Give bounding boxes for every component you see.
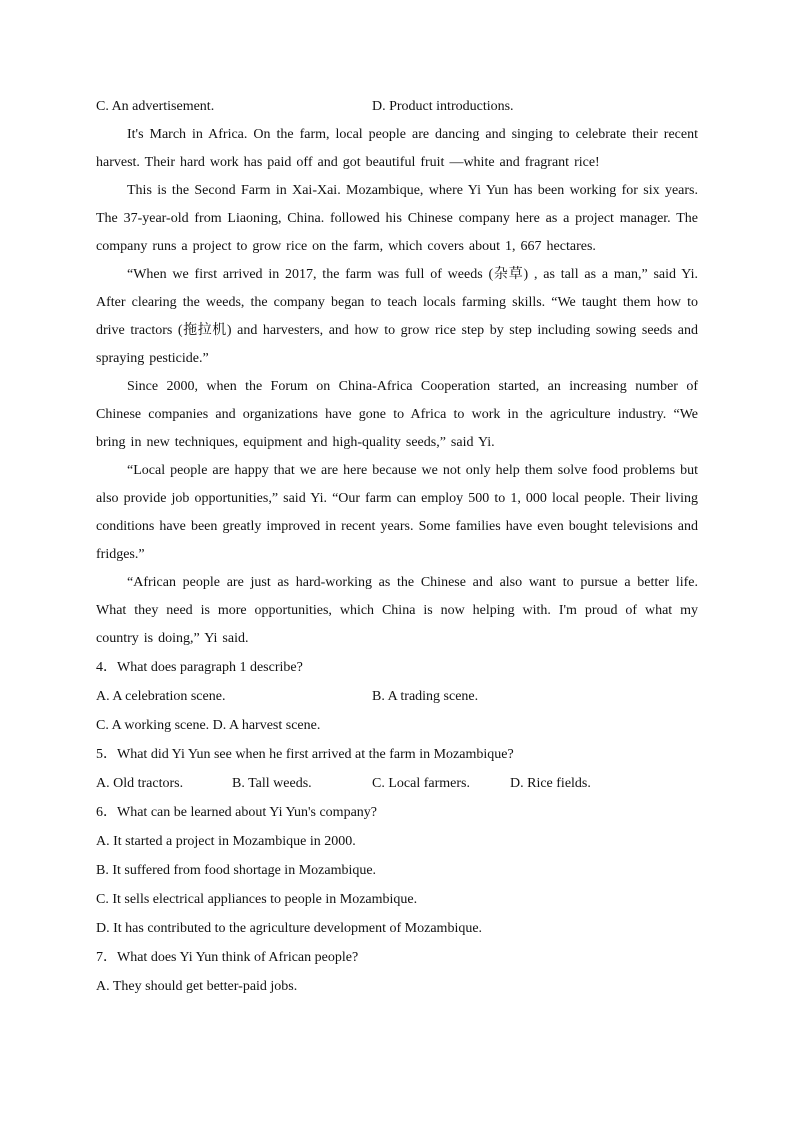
option-c: C. Local farmers. <box>372 776 470 791</box>
passage-paragraph-4: Since 2000, when the Forum on China-Africa Cooperation started, an increasing number of Chinese companies and organizations have gone to Africa to work in the agriculture industry. “We bring in new techniques, equipment and high-quality seeds,” said Yi. <box>96 379 698 450</box>
option-a: A. It started a project in Mozambique in 2000. <box>96 834 356 849</box>
question-stem: 6．What can be learned about Yi Yun's company? <box>96 805 378 820</box>
option-c: C. It sells electrical appliances to people in Mozambique. <box>96 892 418 907</box>
option-c-d: C. A working scene. D. A harvest scene. <box>96 718 321 733</box>
reading-passage <box>96 121 698 653</box>
option-a: A. They should get better-paid jobs. <box>96 979 298 994</box>
option-b: B. A trading scene. <box>372 689 479 704</box>
option-d: D. Product introductions. <box>372 99 514 114</box>
question-7 <box>96 943 698 1001</box>
prev-question-options <box>96 92 698 121</box>
question-6 <box>96 798 698 943</box>
option-b: B. Tall weeds. <box>232 776 312 791</box>
option-b: B. It suffered from food shortage in Mozambique. <box>96 863 377 878</box>
option-d: D. It has contributed to the agriculture development of Mozambique. <box>96 921 483 936</box>
passage-paragraph-1: It's March in Africa. On the farm, local people are dancing and singing to celebrate their recent harvest. Their hard work has paid off and got beautiful fruit —white and fragrant rice! <box>96 127 698 170</box>
passage-paragraph-5: “Local people are happy that we are here because we not only help them solve food problems but also provide job opportunities,” said Yi. “Our farm can employ 500 to 1, 000 local people. Their living conditions have been greatly improved in recent years. Some families have even bought televisions and fridges.” <box>96 463 698 562</box>
passage-paragraph-2: This is the Second Farm in Xai-Xai. Mozambique, where Yi Yun has been working for six years. The 37-year-old from Liaoning, China. followed his Chinese company here as a project manager. The company runs a project to grow rice on the farm, which covers about 1, 667 hectares. <box>96 183 698 254</box>
question-stem: 5．What did Yi Yun see when he first arrived at the farm in Mozambique? <box>96 747 514 762</box>
option-a: A. A celebration scene. <box>96 689 226 704</box>
question-stem: 4．What does paragraph 1 describe? <box>96 660 303 675</box>
option-a: A. Old tractors. <box>96 776 184 791</box>
question-stem: 7．What does Yi Yun think of African people? <box>96 950 359 965</box>
option-d: D. Rice fields. <box>510 776 591 791</box>
document-page <box>96 92 698 1001</box>
question-5 <box>96 740 698 798</box>
question-4 <box>96 653 698 740</box>
option-c: C. An advertisement. <box>96 99 215 114</box>
passage-paragraph-6: “African people are just as hard-working as the Chinese and also want to pursue a better life. What they need is more opportunities, which China is now helping with. I'm proud of what my country is doing,” Yi said. <box>96 575 698 646</box>
passage-paragraph-3: “When we first arrived in 2017, the farm was full of weeds (杂草) , as tall as a man,” said Yi. After clearing the weeds, the company began to teach locals farming skills. “We taught them how to drive tractors (拖拉机) and harvesters, and how to grow rice step by step including sowing seeds and spraying pesticide.” <box>96 267 698 366</box>
